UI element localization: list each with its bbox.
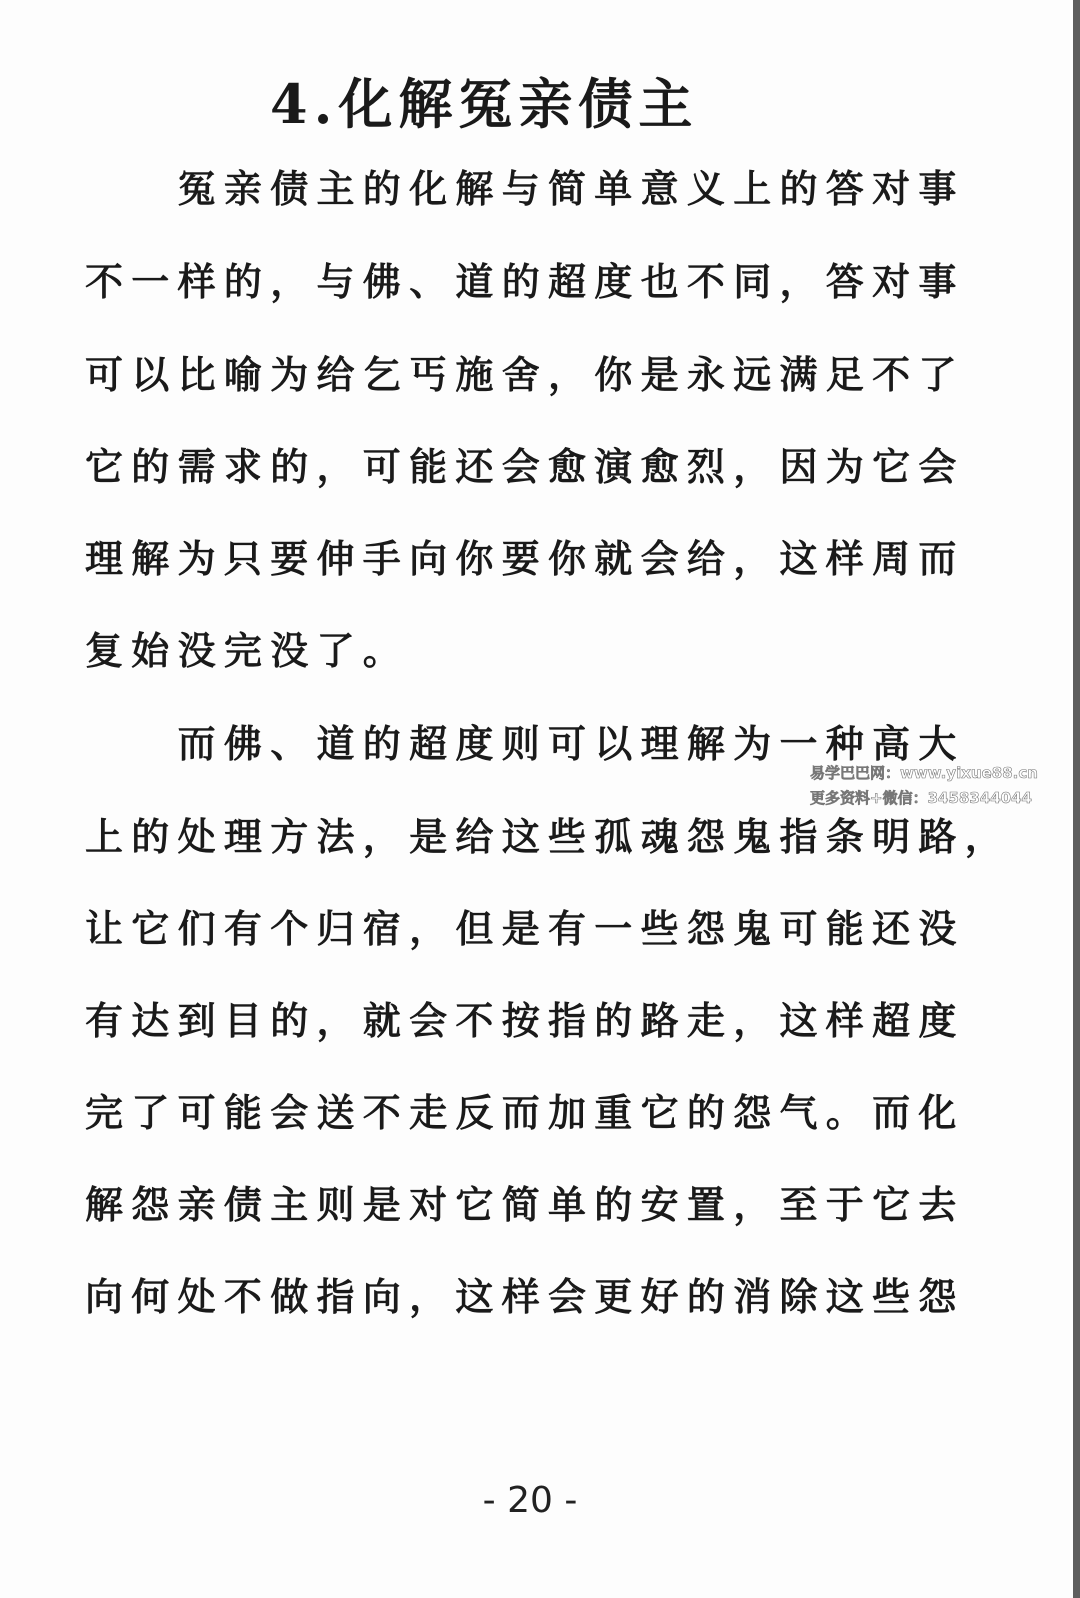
text-line: 让它们有个归宿，但是有一些怨鬼可能还没	[85, 906, 965, 951]
text-line: 完了可能会送不走反而加重它的怨气。而化	[85, 1090, 965, 1135]
text-line: 冤亲债主的化解与简单意义上的答对事	[85, 166, 965, 211]
text-line: 不一样的，与佛、道的超度也不同，答对事	[85, 259, 965, 304]
text-line: 有达到目的，就会不按指的路走，这样超度	[85, 998, 965, 1043]
scan-edge	[1073, 0, 1080, 1598]
text-line: 而佛、道的超度则可以理解为一种高大	[85, 721, 965, 766]
watermark-site: 易学巴巴网：www.yixue88.cn	[810, 764, 1038, 782]
section-title: 4.化解冤亲债主	[270, 72, 699, 136]
text-line: 向何处不做指向，这样会更好的消除这些怨	[85, 1274, 965, 1319]
text-line: 上的处理方法，是给这些孤魂怨鬼指条明路，	[85, 814, 1012, 859]
text-line: 复始没完没了。	[85, 628, 410, 673]
text-line: 理解为只要伸手向你要你就会给，这样周而	[85, 536, 965, 581]
page-number: - 20 -	[482, 1480, 578, 1521]
watermark-contact: 更多资料+微信：3458344044	[810, 789, 1032, 807]
text-line: 可以比喻为给乞丐施舍，你是永远满足不了	[85, 352, 965, 397]
text-line: 解怨亲债主则是对它简单的安置，至于它去	[85, 1182, 965, 1227]
text-line: 它的需求的，可能还会愈演愈烈，因为它会	[85, 444, 965, 489]
